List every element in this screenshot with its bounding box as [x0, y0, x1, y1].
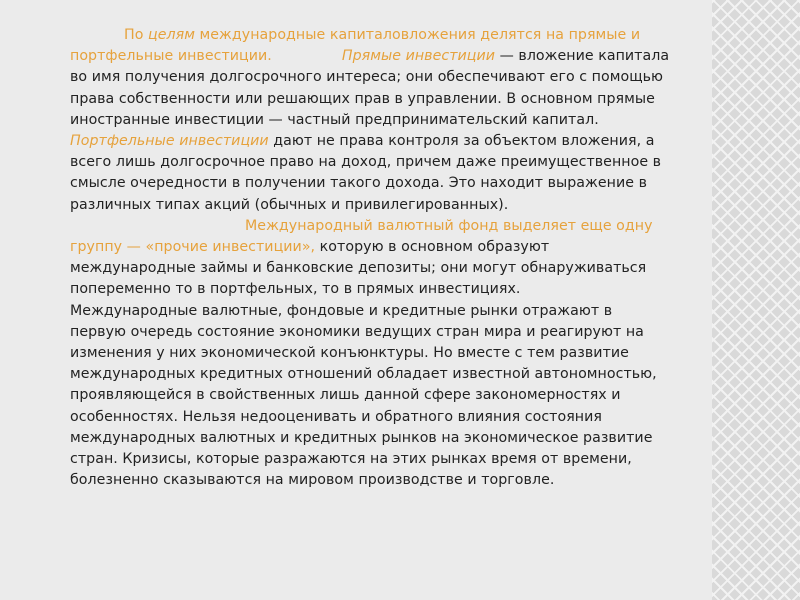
text-segment: Международные валютные, фондовые и кредитные рынки отражают в первую очередь состояние экономики ведущих стран мира и реагируют на изменения у них экономической конъюнктуры. Но вместе с тем развитие международных кредитных отношений обладает известной автономностью, проявляющейся в свойственных лишь данной сфере закономерностях и особенностях. Нельзя недооценивать и обратного влияния состояния международных валютных и кредитных рынков на экономическое развитие стран. Кризисы, которые разражаются на этих рынках время от времени, болезненно сказываются на мировом производстве и торговле.: [70, 302, 657, 489]
text-segment: — вложение капитала во имя получения долгосрочного интереса; они обеспечивают его с помощью права собственности или решающих прав в управлении. В основном прямые иностранные инвестиции — частный предпринимательский капитал.: [70, 48, 670, 128]
body-text: [70, 25, 670, 491]
highlight-term: Международный валютный фонд выделяет еще одну группу — «прочие инвестиции»,: [70, 217, 653, 256]
highlight-term: Портфельные инвестиции: [70, 133, 269, 150]
highlight-term: Прямые инвестиции: [341, 48, 496, 65]
text-segment: которую в основном образуют международные займы и банковские депозиты; они могут обнаруживаться попеременно то в портфельных, то в прямых инвестициях.: [70, 239, 647, 298]
text-segment: По: [124, 27, 149, 43]
decorative-pattern-band: [712, 0, 800, 600]
text-segment: международные капиталовложения делятся на прямые и портфельные инвестиции.: [70, 27, 641, 65]
text-segment: дают не права контроля за объектом вложения, а всего лишь долгосрочное право на доход, причем даже преимущественное в смысле очередности в получении такого дохода. Это находит выражение в различных типах акций (обычных и привилегированных).: [70, 133, 662, 213]
highlight-term: целям: [148, 27, 195, 43]
